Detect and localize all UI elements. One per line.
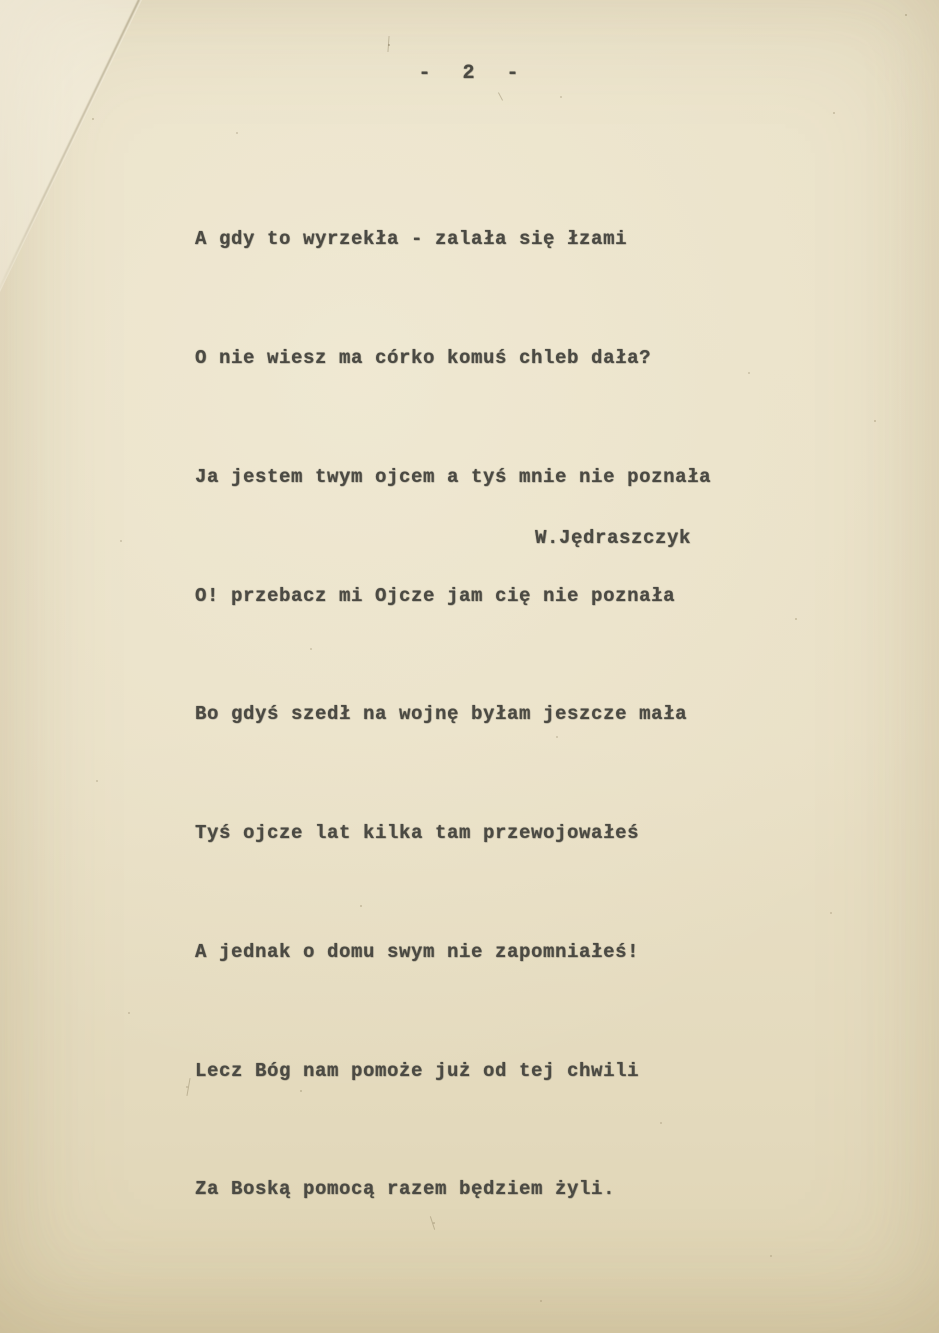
paper-speckles [0, 0, 2, 2]
poem-line: Tyś ojcze lat kilka tam przewojowałeś [195, 822, 640, 845]
poem-line: O! przebacz mi Ojcze jam cię nie poznała [195, 584, 676, 607]
poem-line: Lecz Bóg nam pomoże już od tej chwili [195, 1059, 640, 1082]
poem-body [195, 141, 711, 1289]
paper-fibre-mark [387, 36, 389, 52]
poem-line: O nie wiesz ma córko komuś chleb dała? [195, 346, 652, 369]
poem-line: Ja jestem twym ojcem a tyś mnie nie poznała [195, 465, 712, 488]
fold-corner [0, 0, 142, 292]
poem-line: A gdy to wyrzekła - zalała się łzami [195, 228, 628, 251]
page-number: - 2 - [418, 62, 521, 85]
poem-line: Bo gdyś szedł na wojnę byłam jeszcze mała [195, 703, 688, 726]
author-signature: W.Jędraszczyk [535, 527, 692, 549]
paper-fibre-mark [498, 92, 503, 100]
poem-line: Za Boską pomocą razem będziem żyli. [195, 1178, 616, 1201]
poem-line: A jednak o domu swym nie zapomniałeś! [195, 940, 640, 963]
paper-fibre-mark [186, 1078, 190, 1096]
